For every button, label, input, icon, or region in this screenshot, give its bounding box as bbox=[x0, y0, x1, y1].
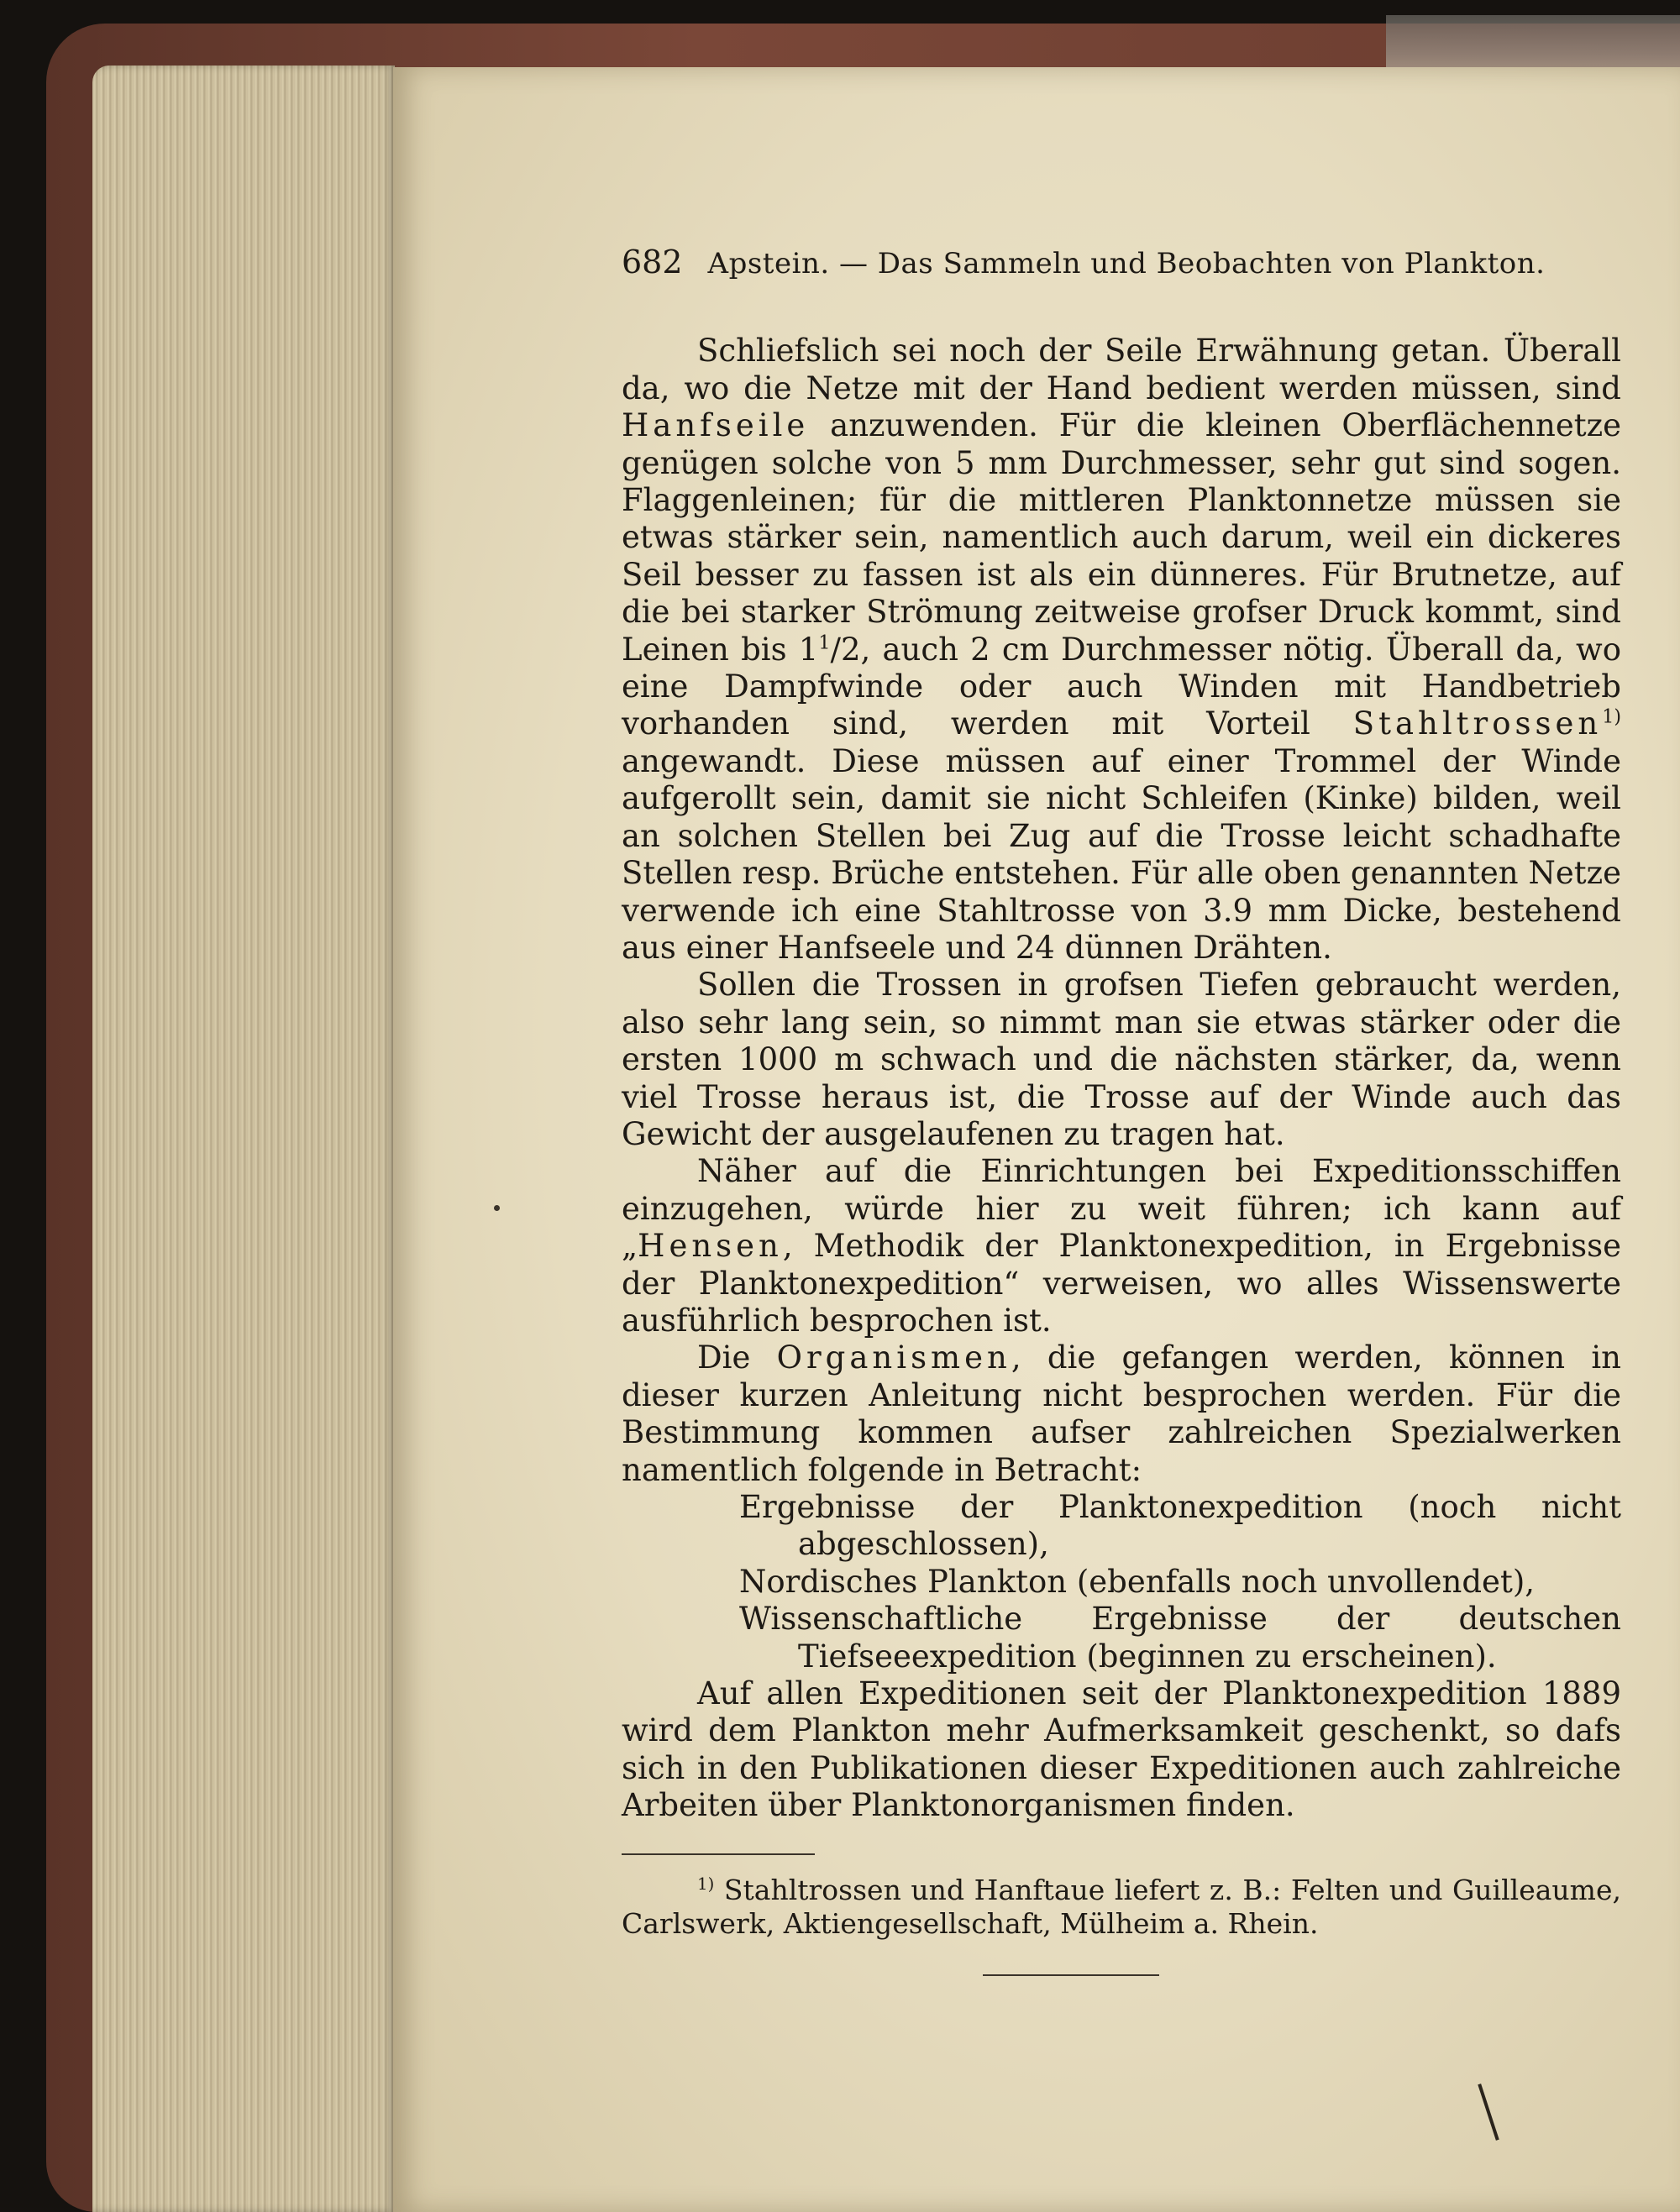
margin-dot bbox=[494, 1205, 500, 1211]
footnote-divider bbox=[622, 1853, 815, 1855]
text-span: Näher auf die Einrichtungen bei Expeditionsschiffen einzugehen, würde hier zu weit führen; ich kann auf „ bbox=[622, 1153, 1621, 1265]
running-title: Apstein. — Das Sammeln und Beobachten von Plankton. bbox=[707, 247, 1546, 280]
paragraph-expeditionen: Auf allen Expeditionen seit der Planktonexpedition 1889 wird dem Plankton mehr Aufmerksamkeit geschenkt, so dafs sich in den Publikationen dieser Expeditionen auch zahlreiche Arbeiten über Planktonorganismen finden. bbox=[622, 1675, 1621, 1824]
footnote-text bbox=[622, 1874, 1621, 1941]
emphasis-hensen: Hensen bbox=[638, 1228, 783, 1265]
page-number: 682 bbox=[622, 244, 683, 280]
footnote-body: Stahltrossen und Hanftaue liefert z. B.: Felten und Guilleaume, Carlswerk, Aktiengesellschaft, Mülheim a. Rhein. bbox=[622, 1873, 1621, 1940]
text-span: Schliefslich sei noch der Seile Erwähnung getan. Überall da, wo die Netze mit der Hand bedient werden müssen, sind bbox=[622, 333, 1621, 406]
footnote-marker: 1) bbox=[697, 1874, 715, 1894]
text-span: , die gefangen werden, können in dieser kurzen Anleitung nicht besprochen werden. Für die Bestimmung kommen aufser zahlreichen Spezialwerken namentlich folgende in Betracht: bbox=[622, 1339, 1621, 1488]
text-span: Die bbox=[697, 1339, 777, 1376]
page-edges bbox=[92, 66, 395, 2212]
end-rule bbox=[983, 1974, 1159, 1976]
fraction-denominator: /2 bbox=[830, 631, 861, 668]
footnote bbox=[622, 1874, 1621, 1941]
list-item: Wissenschaftliche Ergebnisse der deutschen Tiefseeexpedition (beginnen zu erscheinen). bbox=[739, 1601, 1621, 1675]
text-span: angewandt. Diese müssen auf einer Trommel der Winde aufgerollt sein, damit sie nicht Schleifen (Kinke) bilden, weil an solchen Stellen bei Zug auf die Trosse leicht schadhafte Stellen resp. Brüche entstehen. Für alle oben genannten Netze verwende ich eine Stahltrosse von 3.9 mm Dicke, bestehend aus einer Hanfseele und 24 dünnen Drähten. bbox=[622, 742, 1621, 966]
paragraph-organismen bbox=[622, 1339, 1621, 1489]
emphasis-stahltrossen: Stahltrossen bbox=[1352, 705, 1603, 742]
list-item: Nordisches Plankton (ebenfalls noch unvollendet), bbox=[739, 1563, 1536, 1600]
reference-list bbox=[622, 1489, 1621, 1675]
paragraph-expeditionsschiffe bbox=[622, 1153, 1621, 1339]
footnote-reference: 1) bbox=[1602, 706, 1621, 729]
list-item: Ergebnisse der Planktonexpedition (noch nicht abgeschlossen), bbox=[739, 1489, 1621, 1563]
paragraph-seile bbox=[622, 333, 1621, 967]
text-span: , Methodik der Planktonexpedition, in Ergebnisse der Planktonexpedition“ verweisen, wo alles Wissenswerte ausführlich besprochen ist. bbox=[622, 1228, 1621, 1339]
emphasis-hanfseile: Hanfseile bbox=[622, 407, 810, 444]
paragraph-trossen: Sollen die Trossen in grofsen Tiefen gebraucht werden, also sehr lang sein, so nimmt man sie etwas stärker oder die ersten 1000 m schwach und die nächsten stärker, da, wenn viel Trosse heraus ist, die Trosse auf der Winde auch das Gewicht der ausgelaufenen zu tragen hat. bbox=[622, 967, 1621, 1152]
fraction-numerator: 1 bbox=[818, 632, 831, 654]
text-span: anzuwenden. Für die kleinen Oberflächennetze genügen solche von 5 mm Durchmesser, sehr gut sind sogen. Flaggenleinen; für die mittleren Planktonnetze müssen sie etwas stärker sein, namentlich auch darum, weil ein dickeres Seil besser zu fassen ist als ein dünneres. Für Brutnetze, auf die bei starker Strömung zeitweise grofser Druck kommt, sind Leinen bis 1 bbox=[622, 407, 1621, 668]
page-text bbox=[622, 244, 1621, 1976]
running-head bbox=[622, 244, 1621, 282]
emphasis-organismen: Organismen bbox=[776, 1339, 1011, 1376]
text-span: , auch 2 cm Durchmesser nötig. Überall da, wo eine Dampfwinde oder auch Winden mit Handbetrieb vorhanden sind, werden mit Vorteil bbox=[622, 631, 1621, 742]
